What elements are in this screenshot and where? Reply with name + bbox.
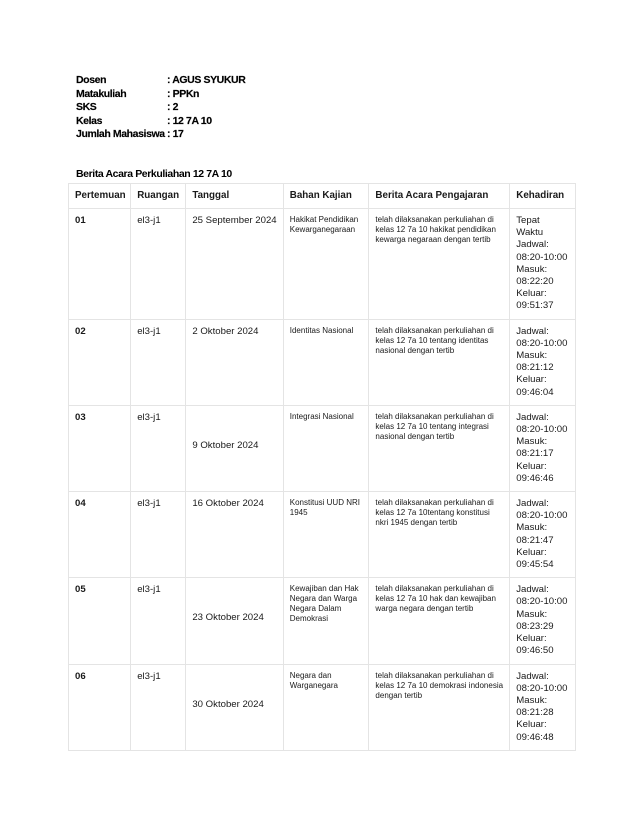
- info-label: Dosen: [76, 74, 107, 86]
- kehadiran-line: 09:46:04: [516, 386, 554, 398]
- kehadiran-line: Keluar:: [516, 633, 547, 645]
- cell-tanggal: 23 Oktober 2024: [186, 578, 283, 664]
- berita-acara-table: [68, 183, 576, 751]
- kehadiran-line: Jadwal:: [516, 670, 549, 682]
- cell-berita-acara: telah dilaksanakan perkuliahan di kelas 12 7a 10 hak dan kewajiban warga negara dengan tertib: [369, 578, 510, 664]
- info-label: Matakuliah: [76, 87, 127, 100]
- cell-berita-acara: telah dilaksanakan perkuliahan di kelas 12 7a 10 hakikat pendidikan kewarga negaraan dengan tertib: [369, 209, 510, 320]
- kehadiran-line: Jadwal:: [516, 239, 549, 251]
- info-label: Jumlah Mahasiswa: [76, 128, 165, 141]
- cell-ruangan: el3-j1: [131, 578, 186, 664]
- kehadiran-line: 09:45:54: [516, 559, 554, 571]
- cell-tanggal: 16 Oktober 2024: [186, 492, 283, 578]
- kehadiran-line: 08:20-10:00: [516, 682, 568, 694]
- info-row-jumlah-mahasiswa: [76, 128, 245, 142]
- info-value: : 2: [167, 101, 179, 114]
- kehadiran-line: Waktu: [516, 227, 544, 239]
- column-header-kehadiran: Kehadiran: [510, 184, 576, 209]
- cell-tanggal: 9 Oktober 2024: [186, 405, 283, 491]
- kehadiran-line: 08:21:17: [516, 448, 554, 460]
- kehadiran-line: Masuk:: [516, 522, 548, 534]
- table-header-row: [69, 184, 576, 209]
- kehadiran-line: Jadwal:: [516, 498, 549, 510]
- kehadiran-line: Keluar:: [516, 719, 547, 731]
- cell-pertemuan: 03: [69, 405, 131, 491]
- kehadiran-line: 08:21:47: [516, 534, 554, 546]
- kehadiran-line: 08:21:12: [516, 362, 554, 374]
- table-row: [69, 578, 576, 664]
- kehadiran-line: 08:20-10:00: [516, 510, 568, 522]
- cell-bahan-kajian: Integrasi Nasional: [283, 405, 369, 491]
- info-row-dosen: [76, 74, 245, 88]
- kehadiran-line: 09:51:37: [516, 300, 554, 312]
- cell-bahan-kajian: Kewajiban dan Hak Negara dan Warga Negara Dalam Demokrasi: [283, 578, 369, 664]
- cell-pertemuan: 02: [69, 319, 131, 405]
- column-header-bahan-kajian: Bahan Kajian: [283, 184, 369, 209]
- cell-berita-acara: telah dilaksanakan perkuliahan di kelas 12 7a 10tentang konstitusi nkri 1945 dengan tertib: [369, 492, 510, 578]
- info-row-kelas: [76, 115, 245, 129]
- table-row: [69, 209, 576, 320]
- cell-kehadiran: [510, 492, 576, 578]
- kehadiran-line: Jadwal:: [516, 411, 549, 423]
- table-row: [69, 492, 576, 578]
- cell-berita-acara: telah dilaksanakan perkuliahan di kelas 12 7a 10 tentang identitas nasional dengan tertib: [369, 319, 510, 405]
- kehadiran-line: 08:20-10:00: [516, 337, 568, 349]
- kehadiran-line: 09:46:46: [516, 472, 554, 484]
- kehadiran-line: Keluar:: [516, 374, 547, 386]
- table-row: [69, 664, 576, 750]
- table-row: [69, 319, 576, 405]
- cell-berita-acara: telah dilaksanakan perkuliahan di kelas 12 7a 10 demokrasi indonesia dengan tertib: [369, 664, 510, 750]
- cell-pertemuan: 04: [69, 492, 131, 578]
- cell-kehadiran: [510, 405, 576, 491]
- kehadiran-line: Jadwal:: [516, 584, 549, 596]
- kehadiran-line: 08:20-10:00: [516, 251, 568, 263]
- kehadiran-line: Keluar:: [516, 460, 547, 472]
- info-label: Kelas: [76, 114, 103, 127]
- kehadiran-line: 09:46:50: [516, 645, 554, 657]
- cell-bahan-kajian: Negara dan Warganegara: [283, 664, 369, 750]
- cell-pertemuan: 06: [69, 664, 131, 750]
- cell-ruangan: el3-j1: [131, 405, 186, 491]
- info-value: : 17: [167, 128, 184, 141]
- cell-ruangan: el3-j1: [131, 492, 186, 578]
- kehadiran-line: Keluar:: [516, 546, 547, 558]
- cell-ruangan: el3-j1: [131, 319, 186, 405]
- cell-tanggal: 2 Oktober 2024: [186, 319, 283, 405]
- kehadiran-line: 09:46:48: [516, 731, 554, 743]
- kehadiran-line: 08:20-10:00: [516, 424, 568, 436]
- info-row-sks: [76, 101, 245, 115]
- kehadiran-line: Masuk:: [516, 436, 548, 448]
- cell-berita-acara: telah dilaksanakan perkuliahan di kelas 12 7a 10 tentang integrasi nasional dengan tertib: [369, 405, 510, 491]
- cell-kehadiran: [510, 319, 576, 405]
- cell-pertemuan: 01: [69, 209, 131, 320]
- cell-tanggal: 25 September 2024: [186, 209, 283, 320]
- kehadiran-line: Masuk:: [516, 608, 548, 620]
- info-value: : PPKn: [167, 87, 200, 100]
- column-header-berita-acara: Berita Acara Pengajaran: [369, 184, 510, 209]
- column-header-tanggal: Tanggal: [186, 184, 283, 209]
- cell-kehadiran: [510, 209, 576, 320]
- section-title: Berita Acara Perkuliahan 12 7A 10: [76, 168, 232, 180]
- cell-kehadiran: [510, 664, 576, 750]
- cell-bahan-kajian: Identitas Nasional: [283, 319, 369, 405]
- cell-kehadiran: [510, 578, 576, 664]
- kehadiran-line: Masuk:: [516, 694, 548, 706]
- kehadiran-line: Tepat: [516, 215, 540, 226]
- cell-bahan-kajian: Konstitusi UUD NRI 1945: [283, 492, 369, 578]
- cell-ruangan: el3-j1: [131, 664, 186, 750]
- cell-pertemuan: 05: [69, 578, 131, 664]
- info-label: SKS: [76, 101, 97, 114]
- kehadiran-line: Jadwal:: [516, 325, 549, 337]
- info-row-matakuliah: [76, 88, 245, 102]
- info-value: : AGUS SYUKUR: [167, 74, 246, 86]
- kehadiran-line: Masuk:: [516, 350, 548, 362]
- info-value: : 12 7A 10: [167, 114, 212, 127]
- kehadiran-line: 08:20-10:00: [516, 596, 568, 608]
- cell-tanggal: 30 Oktober 2024: [186, 664, 283, 750]
- kehadiran-line: 08:22:20: [516, 276, 554, 288]
- column-header-ruangan: Ruangan: [131, 184, 186, 209]
- column-header-pertemuan: Pertemuan: [69, 184, 131, 209]
- course-info: [76, 74, 245, 142]
- kehadiran-line: 08:21:28: [516, 707, 554, 719]
- kehadiran-line: Keluar:: [516, 288, 547, 300]
- cell-bahan-kajian: Hakikat Pendidikan Kewarganegaraan: [283, 209, 369, 320]
- table-row: [69, 405, 576, 491]
- kehadiran-line: Masuk:: [516, 263, 548, 275]
- cell-ruangan: el3-j1: [131, 209, 186, 320]
- kehadiran-line: 08:23:29: [516, 620, 554, 632]
